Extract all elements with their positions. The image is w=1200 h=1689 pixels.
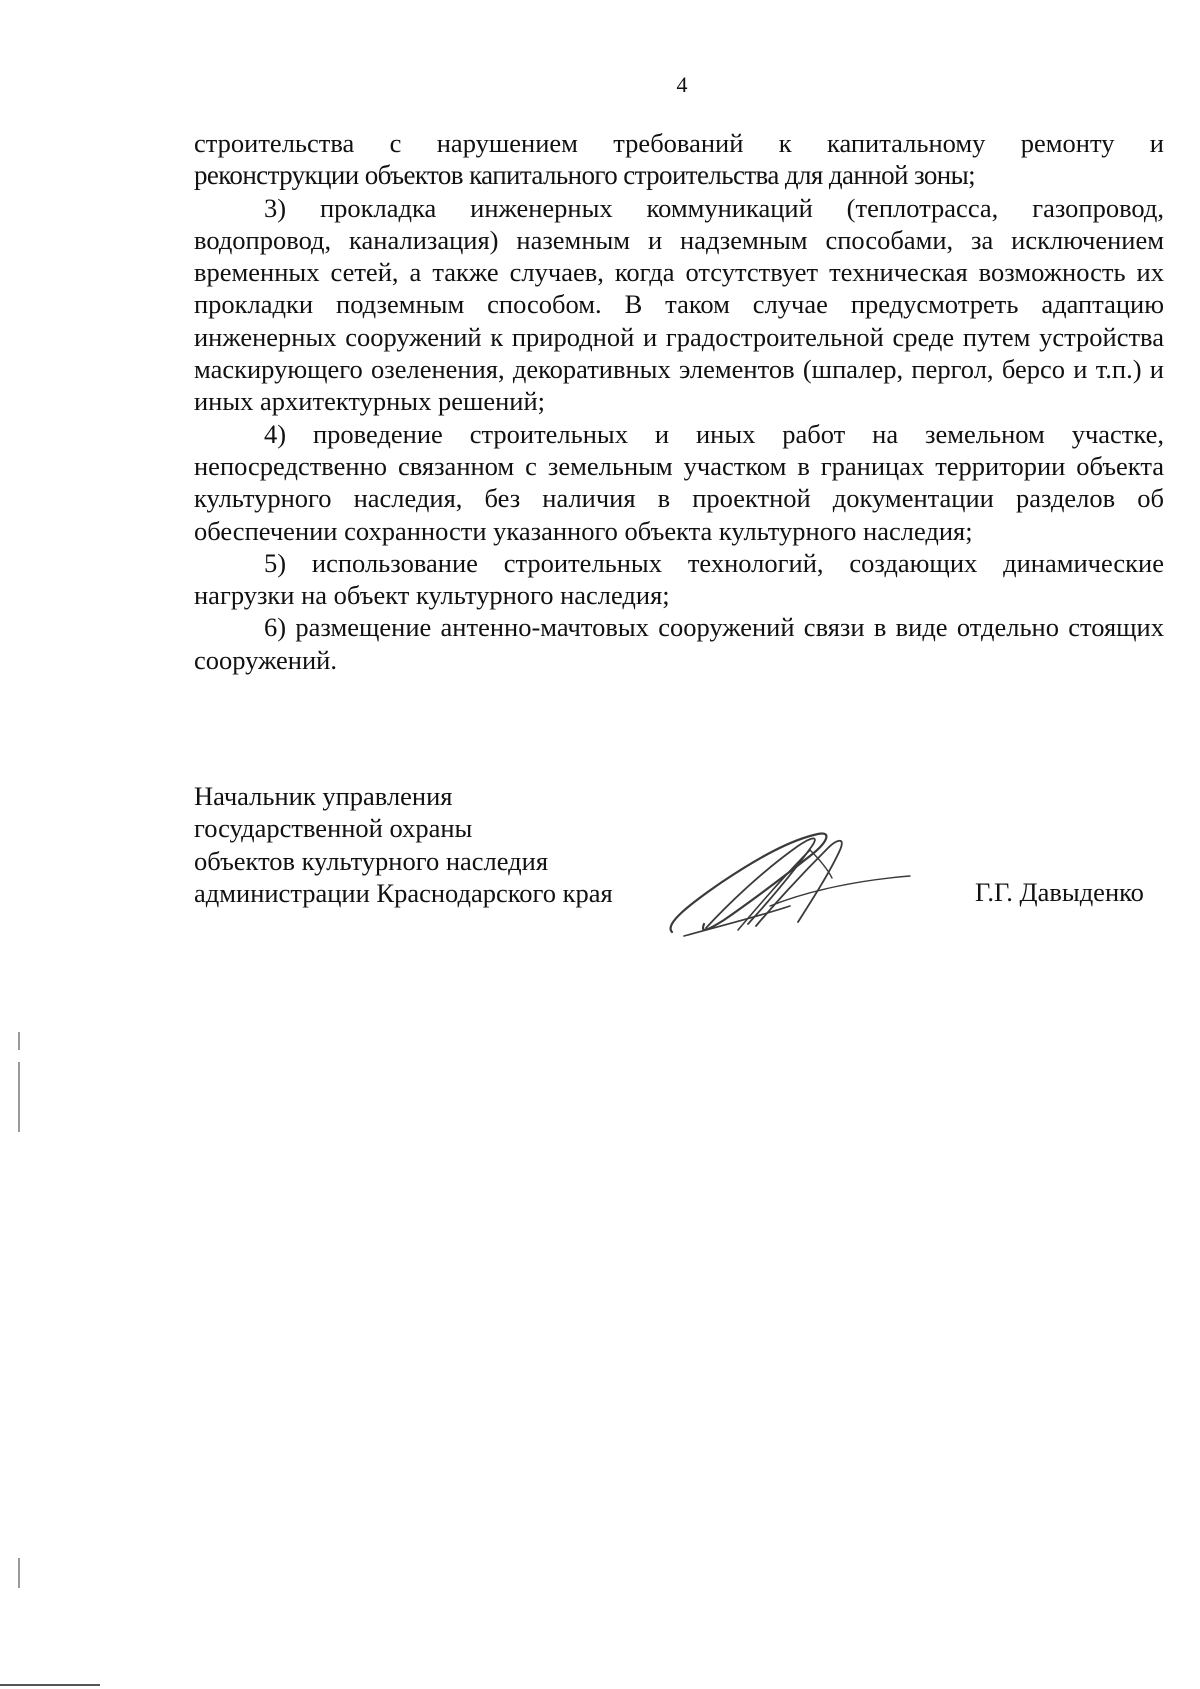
continuation-line-1: строительства с нарушением требований к капитальному ремонту и [194, 128, 1164, 158]
signer-title-line: государственной охраны [194, 813, 473, 844]
continuation-line-2: реконструкции объектов капитального строительства для данной зоны; [194, 160, 976, 191]
body-text [194, 127, 1164, 676]
signer-title-line: Начальник управления [194, 781, 453, 811]
scan-margin-mark [18, 1062, 20, 1132]
signer-title [194, 780, 613, 909]
handwritten-signature [660, 820, 920, 940]
signer-name: Г.Г. Давыденко [975, 877, 1144, 907]
scan-margin-mark [18, 1558, 20, 1588]
signer-title-line: объектов культурного наследия [194, 845, 549, 876]
scan-margin-mark [18, 1032, 20, 1050]
list-item-6: 6) размещение антенно-мачтовых сооружений связи в виде отдельно стоящих сооружений. [194, 612, 1164, 675]
continuation-paragraph [194, 127, 1164, 192]
footer-rule [0, 1684, 100, 1686]
page-number: 4 [676, 72, 688, 97]
signer-title-line: администрации Краснодарского края [194, 877, 613, 908]
list-item-3: 3) прокладка инженерных коммуникаций (теплотрасса, газопровод, водопровод, канализация) наземным и надземным способами, за исключением временных сетей, а также случаев, когда отсутствует техническая возможность их прокладки подземным способом. В таком случае предусмотреть адаптацию инженерных сооружений к природной и градостроительной среде путем устройства маскирующего озеленения, декоративных элементов (шпалер, пергол, берсо и т.п.) и иных архитектурных решений; [194, 192, 1164, 417]
list-item-5: 5) использование строительных технологий, создающих динамические нагрузки на объект культурного наследия; [194, 547, 1164, 611]
list-item-4: 4) проведение строительных и иных работ на земельном участке, непосредственно связанном с земельным участком в границах территории объекта культурного наследия, без наличия в проектной документации разделов об обеспечении сохранности указанного объекта культурного наследия; [194, 418, 1164, 546]
